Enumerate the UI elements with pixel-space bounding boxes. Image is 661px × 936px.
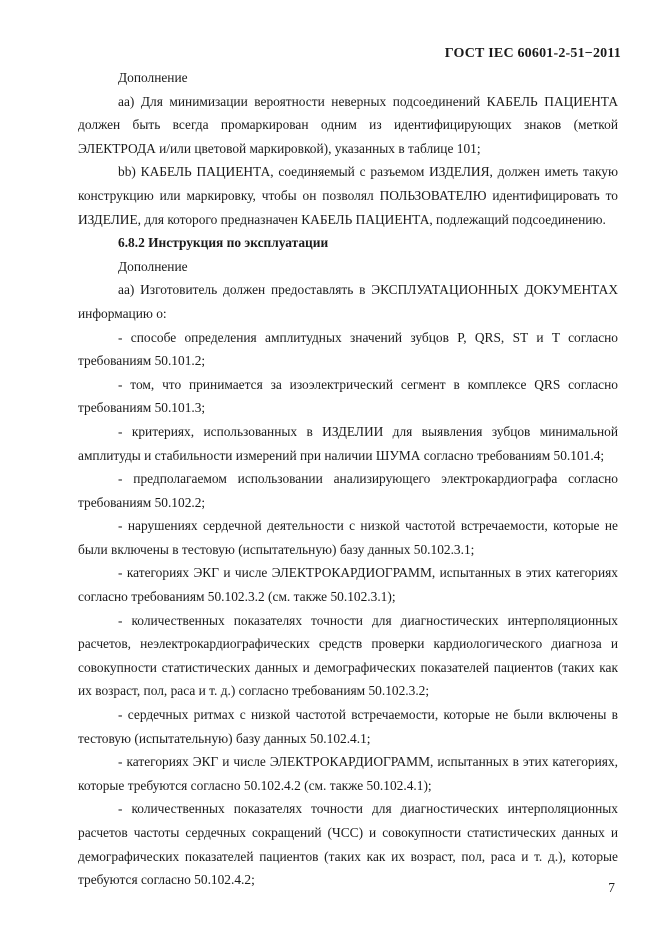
paragraph-item-aa-cable-marking: aa) Для минимизации вероятности неверных подсоединений КАБЕЛЬ ПАЦИЕНТА должен быть всегда промаркирован одним из идентифицирующих знаков (меткой ЭЛЕКТРОДА и/или цветовой маркировкой), указанных в таблице 101; bbox=[78, 93, 618, 156]
list-item-amplitude-method: - способе определения амплитудных значений зубцов P, QRS, ST и T согласно требованиям 50.101.2; bbox=[78, 329, 618, 369]
section-heading-6-8-2: 6.8.2 Инструкция по эксплуатации bbox=[118, 235, 329, 251]
document-body bbox=[78, 66, 618, 892]
paragraph-item-aa-manufacturer-info: aa) Изготовитель должен предоставлять в ЭКСПЛУАТАЦИОННЫХ ДОКУМЕНТАХ информацию о: bbox=[78, 282, 618, 321]
list-item-accuracy-heart-rate: - количественных показателях точности для диагностических интерполяционных расчетов частоты сердечных сокращений (ЧСС) и совокупности статистических данных и демографических показателей пациентов (таких как их возраст, пол, раса и т. д.), которые требуются согласно 50.102.4.2; bbox=[78, 801, 618, 888]
document-code-header: ГОСТ IEC 60601-2-51−2011 bbox=[444, 46, 621, 61]
list-item-rare-rhythms: - сердечных ритмах с низкой частотой встречаемости, которые не были включены в тестовую (испытательную) базу данных 50.102.4.1; bbox=[78, 707, 618, 746]
paragraph-addition-1: Дополнение bbox=[118, 70, 188, 85]
page-number: 7 bbox=[608, 880, 615, 895]
list-item-ecg-categories-2: - категориях ЭКГ и числе ЭЛЕКТРОКАРДИОГРАММ, испытанных в этих категориях, которые требуются согласно 50.102.4.2 (см. также 50.102.4.1); bbox=[78, 754, 618, 793]
paragraph-addition-2: Дополнение bbox=[118, 258, 188, 274]
paragraph-item-bb-cable-construction: bb) КАБЕЛЬ ПАЦИЕНТА, соединяемый с разъемом ИЗДЕЛИЯ, должен иметь такую конструкцию или маркировку, чтобы он позволял ПОЛЬЗОВАТЕЛЮ идентифицировать то ИЗДЕЛИЕ, для которого предназначен КАБЕЛЬ ПАЦИЕНТА, подлежащий подсоединению. bbox=[78, 164, 618, 227]
list-item-intended-use: - предполагаемом использовании анализирующего электрокардиографа согласно требованиям 50.102.2; bbox=[78, 471, 618, 510]
list-item-accuracy-diagnostic: - количественных показателях точности для диагностических интерполяционных расчетов, неэлектрокардиографических средств проверки кардиологического диагноза и совокупности статистических данных и демографических показателей пациентов (таких как их возраст, пол, раса и т. д.) согласно требованиям 50.102.3.2; bbox=[78, 612, 618, 699]
list-item-detection-criteria: - критериях, использованных в ИЗДЕЛИИ для выявления зубцов минимальной амплитуды и стабильности измерений при наличии ШУМА согласно требованиям 50.101.4; bbox=[78, 423, 618, 463]
list-item-rare-abnormalities: - нарушениях сердечной деятельности с низкой частотой встречаемости, которые не были включены в тестовую (испытательную) базу данных 50.102.3.1; bbox=[78, 518, 618, 557]
list-item-isoelectric-segment: - том, что принимается за изоэлектрический сегмент в комплексе QRS согласно требованиям 50.101.3; bbox=[78, 376, 618, 416]
list-item-ecg-categories-1: - категориях ЭКГ и числе ЭЛЕКТРОКАРДИОГРАММ, испытанных в этих категориях согласно требованиям 50.102.3.2 (см. также 50.102.3.1); bbox=[78, 565, 618, 605]
